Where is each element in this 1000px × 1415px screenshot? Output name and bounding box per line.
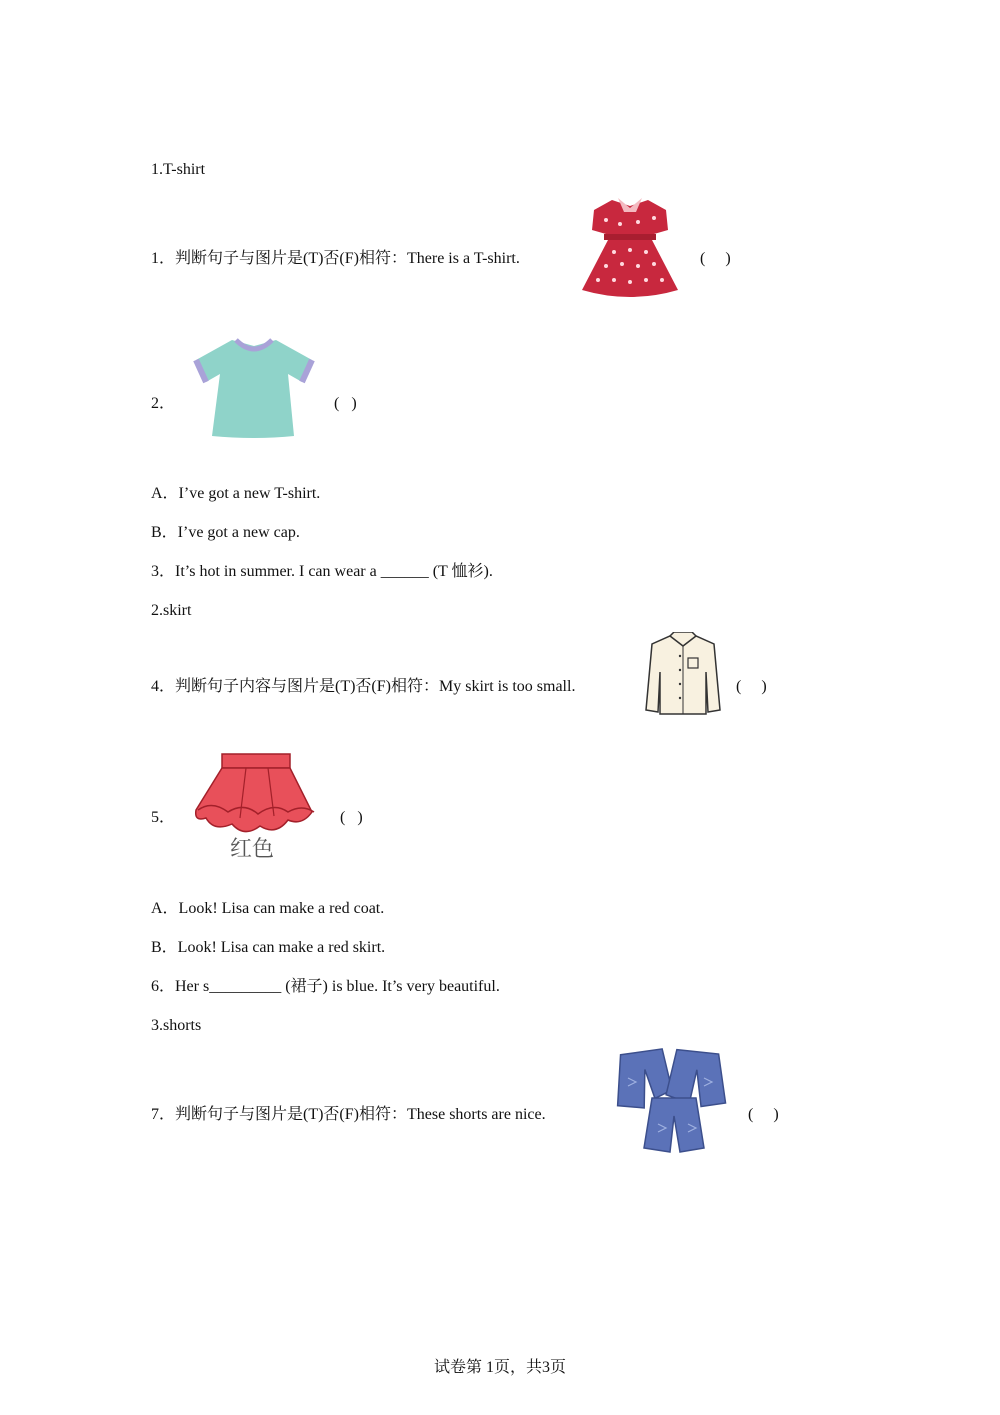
skirt-image-caption: 红色 [230,837,275,862]
question-4-answer-blank: ( ) [736,678,767,695]
question-2-answer-blank: ( ) [334,395,357,412]
tshirt-icon [192,336,316,440]
question-7-text: 7．判断句子与图片是(T)否(F)相符：These shorts are nice. [151,1106,546,1123]
section-heading-shorts: 3.shorts [151,1017,202,1034]
page-footer: 试卷第 1页，共3页 [433,1359,566,1376]
denim-shorts-icon [608,1048,736,1156]
question-2-option-a: A．I’ve got a new T-shirt. [151,485,321,502]
question-5-number: 5． [151,809,176,826]
red-skirt-icon [192,752,320,840]
polka-dot-dress-icon [578,194,682,302]
question-5-option-a: A．Look! Lisa can make a red coat. [151,900,385,917]
question-5-answer-blank: ( ) [340,809,363,826]
shirt-icon [644,632,722,716]
question-6-text: 6．Her s_________ (裙子) is blue. It’s very beautiful. [151,978,500,995]
question-2-number: 2． [151,395,176,412]
question-3-text: 3．It’s hot in summer. I can wear a ______ (T 恤衫). [151,563,493,580]
question-2-option-b: B．I’ve got a new cap. [151,524,300,541]
question-4-text: 4．判断句子内容与图片是(T)否(F)相符：My skirt is too small. [151,678,576,695]
question-7-answer-blank: ( ) [748,1106,779,1123]
section-heading-tshirt: 1.T-shirt [151,161,206,178]
question-1-text: 1．判断句子与图片是(T)否(F)相符：There is a T-shirt. [151,250,520,267]
section-heading-skirt: 2.skirt [151,602,192,619]
question-5-option-b: B．Look! Lisa can make a red skirt. [151,939,386,956]
question-1-answer-blank: ( ) [700,250,731,267]
